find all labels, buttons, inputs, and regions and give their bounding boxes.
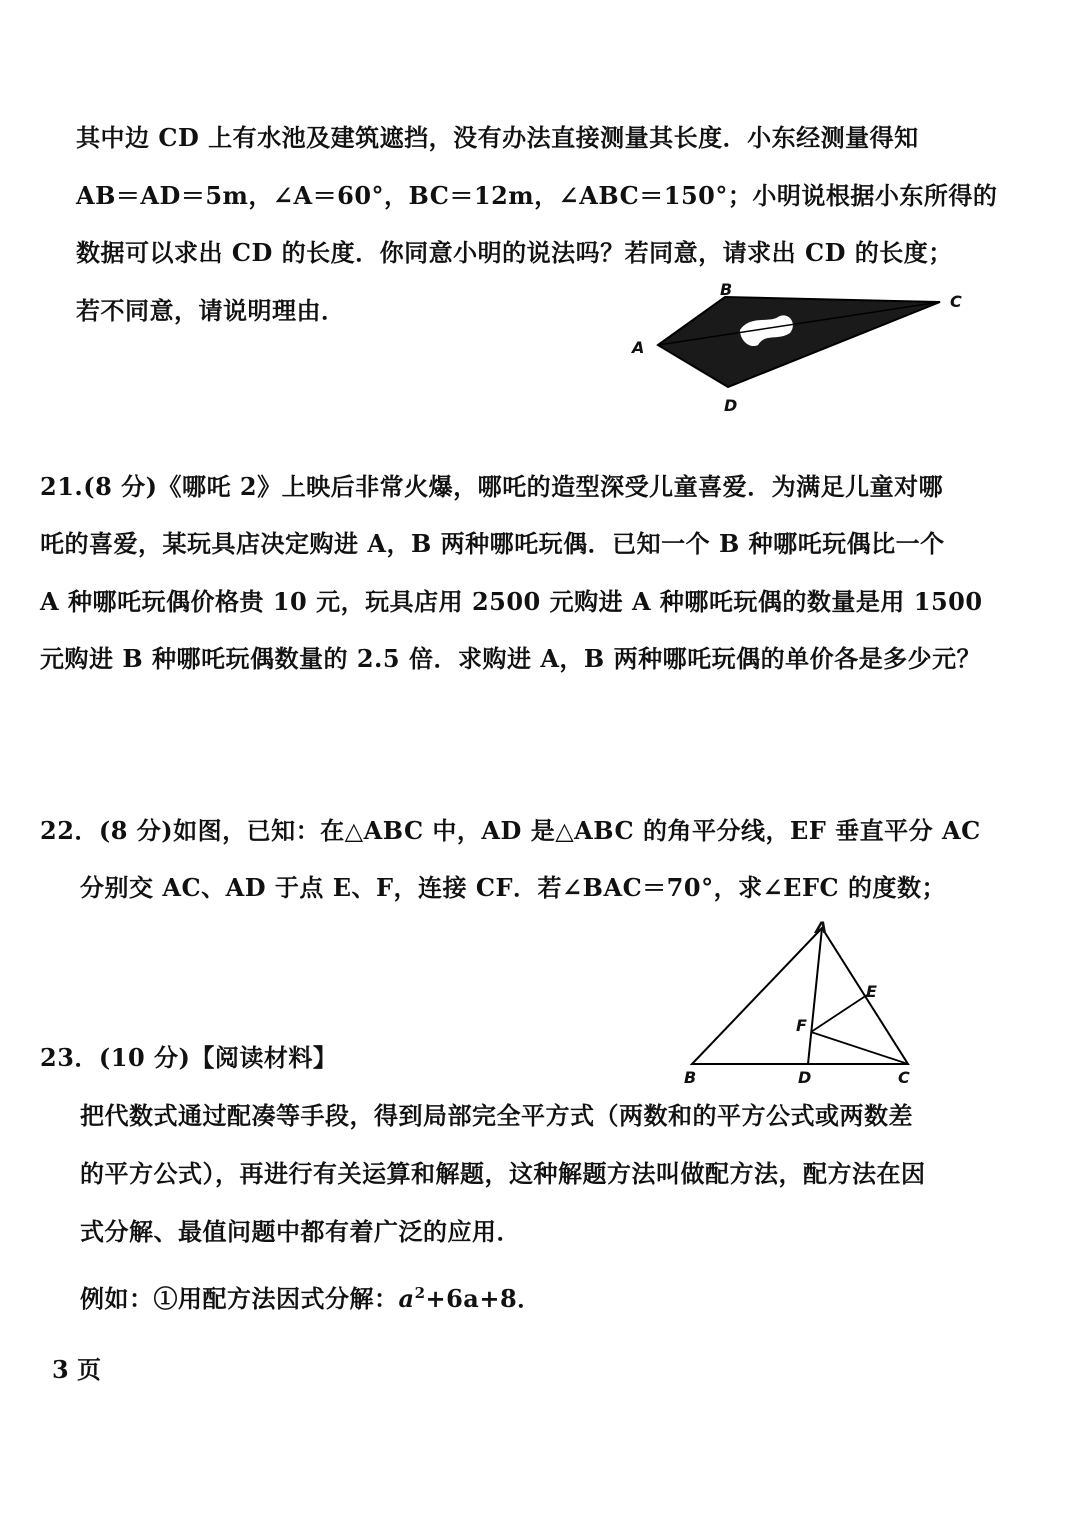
- q23-example-base: a: [398, 1284, 415, 1313]
- q22-label-a: A: [815, 918, 828, 937]
- q20-line-4: 若不同意，请说明理由．: [76, 296, 346, 325]
- q22-label-c: C: [898, 1068, 910, 1087]
- q22-line-1: 22．(8 分)如图，已知：在△ABC 中，AD 是△ABC 的角平分线，EF 垂直平分 AC: [40, 816, 981, 845]
- q23-example: [80, 1278, 542, 1314]
- q20-label-d: D: [724, 396, 738, 415]
- q22-triangle-figure: [680, 920, 920, 1080]
- q23-heading: 23．(10 分)【阅读材料】: [40, 1043, 338, 1072]
- page-number: 3 页: [52, 1355, 102, 1384]
- q22-label-d: D: [798, 1068, 812, 1087]
- q23-line-3: 式分解、最值问题中都有着广泛的应用．: [80, 1217, 521, 1246]
- q23-example-rest: +6a+8．: [425, 1284, 542, 1313]
- q20-line-3: 数据可以求出 CD 的长度．你同意小明的说法吗？若同意，请求出 CD 的长度；: [76, 238, 953, 267]
- q22-label-b: B: [684, 1068, 697, 1087]
- q20-label-a: A: [632, 338, 645, 357]
- q20-quadrilateral-figure: [600, 275, 980, 425]
- q20-label-b: B: [720, 280, 733, 299]
- q23-example-exponent: 2: [414, 1284, 426, 1302]
- q22-label-e: E: [866, 982, 877, 1001]
- q21-line-2: 吒的喜爱，某玩具店决定购进 A，B 两种哪吒玩偶．已知一个 B 种哪吒玩偶比一个: [40, 529, 945, 558]
- q21-line-1: 21.(8 分)《哪吒 2》上映后非常火爆，哪吒的造型深受儿童喜爱．为满足儿童对哪: [40, 472, 944, 501]
- q23-line-2: 的平方公式），再进行有关运算和解题，这种解题方法叫做配方法，配方法在因: [80, 1159, 926, 1188]
- q22-line-2: 分别交 AC、AD 于点 E、F，连接 CF．若∠BAC＝70°，求∠EFC 的度数；: [80, 873, 946, 902]
- q22-bisector-ad: [808, 928, 822, 1064]
- q22-segment-fc: [811, 1032, 908, 1064]
- q21-line-4: 元购进 B 种哪吒玩偶数量的 2.5 倍．求购进 A，B 两种哪吒玩偶的单价各是多少元？: [40, 644, 982, 673]
- q23-line-1: 把代数式通过配凑等手段，得到局部完全平方式（两数和的平方公式或两数差: [80, 1101, 913, 1130]
- q20-quad-shape: [658, 297, 940, 387]
- q22-segment-fe: [811, 995, 867, 1032]
- q21-line-3: A 种哪吒玩偶价格贵 10 元，玩具店用 2500 元购进 A 种哪吒玩偶的数量是用 1500: [40, 587, 983, 616]
- q23-example-prefix: 例如：①用配方法因式分解：: [80, 1284, 399, 1313]
- q20-line-2: AB＝AD＝5m，∠A＝60°，BC＝12m，∠ABC＝150°；小明说根据小东所得的: [76, 181, 998, 210]
- q20-line-1: 其中边 CD 上有水池及建筑遮挡，没有办法直接测量其长度．小东经测量得知: [76, 123, 919, 152]
- q20-label-c: C: [950, 292, 962, 311]
- q22-label-f: F: [796, 1016, 807, 1035]
